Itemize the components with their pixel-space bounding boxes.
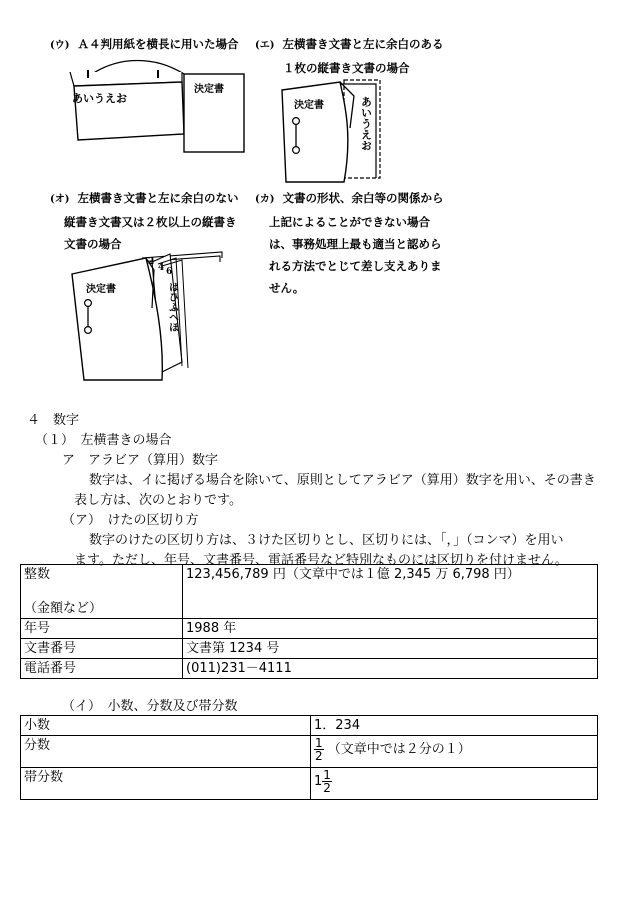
figure-ka-line-4: れる方法でとじて差し支えありま <box>269 259 442 273</box>
integer-label-note: （金額など） <box>24 601 103 616</box>
figure-u-marker: (ウ) <box>50 40 70 51</box>
figure-e-line-2: １枚の縦書き文書の場合 <box>283 61 410 75</box>
figure-e-line-1: 左横書き文書と左に余白のある <box>282 37 444 51</box>
subsection-a1-heading: （ア） けたの区切り方 <box>62 513 199 528</box>
number-format-table <box>20 564 598 679</box>
table-cell-label: 年号 <box>21 619 183 639</box>
figure-o-line-3: 文書の場合 <box>64 237 122 251</box>
subsection-1-heading: （１） 左横書きの場合 <box>35 433 172 448</box>
mixed-fraction <box>322 769 332 794</box>
figure-o-decision-label: 決定書 <box>86 284 116 295</box>
figure-o-page-label: はひふへほ <box>166 282 178 332</box>
figure-o-page-number-6: 6 <box>166 267 173 277</box>
fraction-table <box>20 715 598 800</box>
figure-o-page-number-2: 2 <box>148 257 155 267</box>
table-row <box>21 565 598 619</box>
figure-o-caption <box>50 187 238 255</box>
table-cell-value: 1988 年 <box>183 619 598 639</box>
table-cell-label: 帯分数 <box>21 768 311 800</box>
figure-e-marker: (エ) <box>255 40 275 51</box>
fraction-note: （文章中では２分の１） <box>327 742 471 757</box>
figure-e-caption <box>255 33 443 79</box>
table-cell-label: 小数 <box>21 716 311 736</box>
fraction-numerator: 1 <box>315 736 323 750</box>
fraction-denominator: 2 <box>315 749 323 763</box>
figure-e-illustration <box>280 78 400 188</box>
figure-o-line-1: 左横書き文書と左に余白のない <box>77 191 239 205</box>
figure-o-illustration <box>70 248 190 388</box>
table-row <box>21 716 598 736</box>
figure-u-illustration <box>60 60 260 155</box>
subsection-a2-heading: （イ） 小数、分数及び帯分数 <box>62 699 238 714</box>
table-cell-label: 電話番号 <box>21 659 183 679</box>
table-cell-label: 分数 <box>21 736 311 768</box>
figure-o-marker: (オ) <box>50 194 70 205</box>
table-row <box>21 768 598 800</box>
table-cell-value: 文書第 1234 号 <box>183 639 598 659</box>
table-cell-value: (011)231－4111 <box>183 659 598 679</box>
figure-ka-marker: (カ) <box>255 194 275 205</box>
table-cell-label: 文書番号 <box>21 639 183 659</box>
subsection-a-heading: ア アラビア（算用）数字 <box>62 453 219 468</box>
figure-o-page-number-4: 4 <box>158 263 165 273</box>
figure-u-line-1: Ａ４判用紙を横長に用いた場合 <box>77 37 239 51</box>
table-cell-value <box>311 736 598 768</box>
figure-u-decision-label: 決定書 <box>194 84 224 95</box>
table-cell-label <box>21 565 183 619</box>
paragraph-1-line-1: 数字は、イに掲げる場合を除いて、原則としてアラビア（算用）数字を用い、その書き <box>89 473 596 488</box>
figure-o-line-2: 縦書き文書又は２枚以上の縦書き <box>64 215 237 229</box>
mixed-whole: 1 <box>314 774 323 789</box>
section-heading: ４ 数字 <box>27 413 80 428</box>
table-row <box>21 659 598 679</box>
mixed-numerator: 1 <box>323 768 331 782</box>
table-cell-value: 123,456,789 円（文章中では１億 2,345 万 6,798 円） <box>183 565 598 619</box>
table-cell-value <box>311 768 598 800</box>
paragraph-2-line-2: ます。ただし、年号、文書番号、電話番号など特別なものには区切りを付けません。 <box>74 553 568 568</box>
table-cell-value: 1．234 <box>311 716 598 736</box>
figure-ka-line-5: せん。 <box>269 281 305 295</box>
figure-e-decision-label: 決定書 <box>294 100 324 111</box>
table-row <box>21 639 598 659</box>
paragraph-2-line-1: 数字のけたの区切り方は、３けた区切りとし、区切りには、「，」（コンマ）を用い <box>89 533 564 548</box>
mixed-denominator: 2 <box>323 781 331 795</box>
table-row <box>21 619 598 639</box>
figure-u-caption <box>50 33 238 57</box>
figure-ka-caption <box>255 187 443 299</box>
table-row <box>21 736 598 768</box>
fraction <box>314 737 324 762</box>
figure-ka-line-1: 文書の形状、余白等の関係から <box>282 191 444 205</box>
figure-e-page-label: あいうえお <box>359 96 373 151</box>
figure-u-page-label: あいうえお <box>72 92 127 105</box>
figure-ka-line-3: は、事務処理上最も適当と認めら <box>269 237 442 251</box>
paragraph-1-line-2: 表し方は、次のとおりです。 <box>74 493 242 508</box>
figure-ka-line-2: 上記によることができない場合 <box>269 215 430 229</box>
integer-label: 整数 <box>24 567 51 582</box>
